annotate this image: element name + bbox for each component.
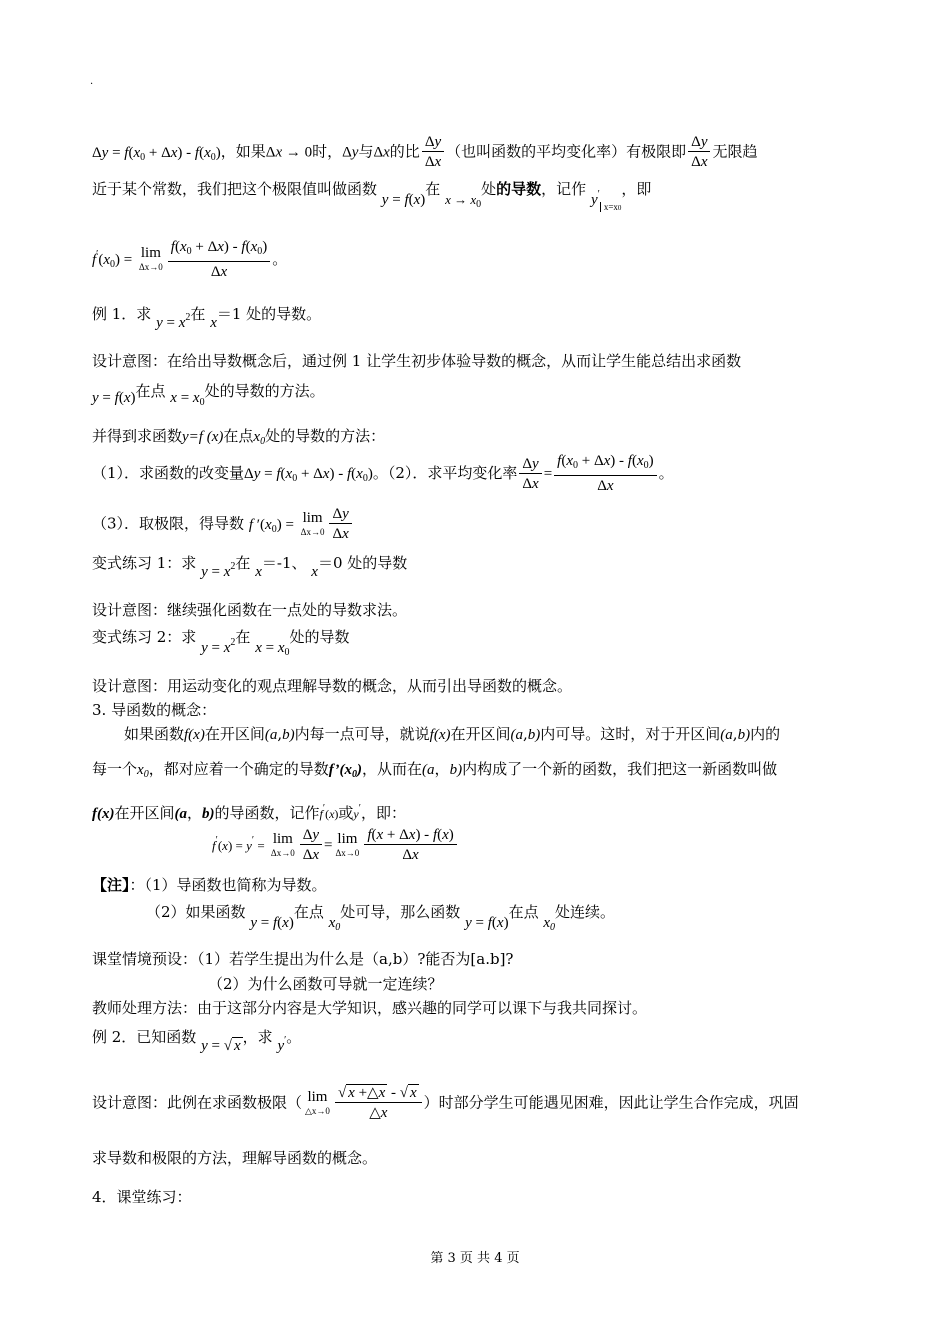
text: 变式练习 2：求 (92, 628, 197, 646)
text: 时， (312, 142, 343, 161)
text: 在开区间 (450, 725, 511, 743)
text: y=f (x) (182, 429, 224, 445)
text: 或 (338, 804, 354, 822)
example-2 (92, 1026, 860, 1057)
formula-x-to-x0: $x \to x_0$ (445, 192, 482, 210)
text: 在 (190, 305, 206, 323)
note-1 (92, 874, 860, 896)
text: 处的导数的方法： (265, 427, 386, 445)
design-intent-2: 设计意图：继续强化函数在一点处的导数求法。 (92, 601, 408, 619)
bold-term-derivative: 的导数 (496, 180, 542, 198)
derivative-function-formula (212, 826, 860, 865)
text: 在点 (223, 427, 254, 445)
formula-y-fx: y = f(x) (250, 915, 294, 931)
text: ＝-1、 (261, 554, 307, 572)
formula: b) (527, 727, 541, 743)
text: （3）．取极限，得导数 (92, 514, 245, 533)
limit: lim Δx→0 (335, 830, 360, 858)
var-x: x (210, 315, 217, 331)
formula: (a (720, 727, 733, 743)
formula: = (324, 837, 333, 854)
classroom-preset-1: 课堂情境预设：（1）若学生提出为什么是（a,b）?能否为[a.b]? (92, 950, 514, 968)
design-intent-1-line-2 (92, 380, 860, 414)
definition-line-2 (92, 178, 860, 219)
text: 每一个 (92, 760, 138, 778)
text: 处连续。 (555, 903, 616, 921)
var-x: x (311, 564, 318, 580)
variant-exercise-1 (92, 552, 860, 583)
text: 。 (658, 464, 674, 482)
text: 在 (235, 628, 251, 646)
text: 内的 (750, 725, 781, 743)
limit: lim Δx→0 (139, 245, 163, 272)
text: 在 (425, 180, 441, 198)
limit: lim △x→0 (305, 1088, 330, 1116)
formula-y-x2: $y = x^2$ (201, 561, 236, 580)
formula-dy: Δy (342, 144, 359, 161)
method-steps-1-2 (92, 452, 860, 496)
fraction-sqrt-difference: $\frac{√ x +\triangle x - √ x}{\triangle x}$ (335, 1084, 422, 1123)
var-x0: $x_0$ (328, 915, 341, 933)
formula: (a (174, 806, 188, 822)
formula: f(x) (184, 727, 205, 743)
text: ，从而在 (362, 760, 423, 778)
method-title (92, 425, 860, 453)
formula: (a (510, 727, 523, 743)
text: 近于某个常数，我们把这个极限值叫做函数 (92, 180, 378, 198)
fraction-dy-dx: $\frac{\Delta y}{\Delta x}$ (300, 826, 322, 865)
section-3-line-2: 每一个$x_0$，都对应着一个确定的导数$f’(x_0)$，从而在(a，b)内构成了一个新的函数，我们把这一新函数叫做 (92, 760, 778, 780)
formula-delta-y: $\Delta y = f(x_0 + \Delta x) - f(x_0)$ (244, 466, 373, 484)
text: 并得到求函数 (92, 427, 183, 445)
formula-y-fx: y = f(x) (465, 915, 509, 931)
formula: $f’(x_0)$ (328, 762, 363, 780)
limit: lim Δx→0 (300, 509, 325, 537)
formula-x-eq-x0: $x = x_0$ (170, 390, 205, 408)
derivative-definition-formula (92, 238, 860, 282)
formula-delta-y: $\Delta y = f(x_0 + \Delta x) - f(x_0)$ (92, 144, 221, 163)
text: 。 (286, 1028, 302, 1046)
text: 处 (481, 180, 497, 198)
fraction-difference-quotient: $\frac{f(x_0 + \Delta x) - f(x_0)}{\Delta x}$ (554, 452, 656, 496)
text: （2）．求平均变化率 (387, 464, 518, 482)
formula: $x_0$ (137, 762, 149, 780)
text: 处的导数的方法。 (204, 382, 325, 400)
classroom-preset-2: （2）为什么函数可导就一定连续？ (208, 975, 443, 993)
formula-dx: Δx (373, 144, 390, 161)
formula-dx-to-0: Δx → 0 (265, 144, 313, 161)
fraction-dy-dx: $\frac{\Delta y}{\Delta x}$ (422, 133, 444, 172)
text: 处的导数 (289, 628, 350, 646)
formula: f(x) (92, 806, 115, 822)
text: （也叫函数的平均变化率）有极限即 (446, 142, 687, 161)
formula-y-fx: y = f(x) (92, 390, 136, 406)
text: 如果函数 (124, 725, 185, 743)
formula: (a (264, 727, 278, 743)
note-label: 【注】 (92, 876, 130, 894)
text: 在点 (135, 382, 166, 400)
formula: f(x) (429, 727, 451, 743)
text: ：（1）导函数也简称为导数。 (129, 876, 327, 894)
text: 无限趋 (712, 142, 758, 161)
text: 在 (235, 554, 251, 572)
definition-line-1 (92, 133, 860, 172)
var-x0: $x_0$ (253, 429, 266, 447)
formula: f $'(x_0)$ = (248, 516, 298, 535)
design-intent-1: 设计意图：在给出导数概念后，通过例 1 让学生初步体验导数的概念，从而让学生能总结出求函数 (92, 352, 742, 370)
header-dot: . (90, 76, 94, 87)
text: 在点 (293, 903, 324, 921)
fraction-difference-quotient: $\frac{f(x_0 + \Delta x) - f(x_0)}{\Delta x}$ (168, 238, 270, 282)
text: ，求 (242, 1028, 273, 1046)
variant-exercise-2 (92, 626, 860, 664)
formula-y-prime-at-x0: $y'_{x=x0}$ (590, 189, 622, 212)
formula: f′(x) (319, 803, 339, 821)
formula: b) (202, 806, 215, 822)
design-intent-3: 设计意图：用运动变化的观点理解导数的概念，从而引出导函数的概念。 (92, 677, 573, 695)
var-x: x (255, 564, 262, 580)
text: 处可导，那么函数 (340, 903, 461, 921)
formula-y-fx: y = f(x) (381, 192, 426, 208)
text: 设计意图：此例在求函数极限（ (92, 1093, 303, 1112)
method-step-3 (92, 505, 860, 544)
formula: b) (737, 727, 751, 743)
limit: lim Δx→0 (270, 830, 295, 858)
text: 变式练习 1：求 (92, 554, 197, 572)
formula: b) (282, 727, 295, 743)
design-intent-4-line-2: 求导数和极限的方法，理解导函数的概念。 (92, 1149, 378, 1167)
section-3-title: 3. 导函数的概念： (92, 701, 217, 719)
formula-y-x2: $y = x^2$ (156, 312, 191, 331)
formula: (a (422, 762, 435, 778)
formula: $f'(x_0)$ = (92, 249, 136, 270)
text: 的导函数，记作 (214, 804, 320, 822)
text: ＝0 处的导数 (317, 554, 408, 572)
text: 。 (372, 464, 388, 482)
text: 例 2．已知函数 (92, 1028, 197, 1046)
text: （1）．求函数的改变量 (92, 464, 245, 482)
text: ，即： (360, 804, 406, 822)
formula: b) (449, 762, 463, 778)
text: ，记作 (541, 180, 587, 198)
text: 在开区间 (114, 804, 175, 822)
page-footer: 第 3 页 共 4 页 (430, 1251, 520, 1266)
teacher-approach: 教师处理方法：由于这部分内容是大学知识，感兴趣的同学可以课下与我共同探讨。 (92, 999, 648, 1017)
formula: = (543, 466, 553, 482)
text: 在开区间 (204, 725, 265, 743)
text: x (253, 429, 261, 445)
formula-x-eq-x0: $x = x_0$ (255, 640, 290, 658)
fraction-dy-dx-2: $\frac{\Delta y}{\Delta x}$ (688, 133, 710, 172)
text: 内每一点可导，就说 (294, 725, 430, 743)
text: 与 (358, 142, 374, 161)
text: ）时部分学生可能遇见困难，因此让学生合作完成，巩固 (423, 1093, 799, 1112)
formula-y-x2: $y = x^2$ (201, 637, 236, 656)
formula: f′(x) = y′ = (212, 834, 268, 853)
text: ，都对应着一个确定的导数 (148, 760, 329, 778)
section-3-line-3: f(x)在开区间(a，b)的导函数，记作f′(x)或y′，即： (92, 803, 406, 822)
text: ，如果 (220, 142, 266, 161)
text: ＝1 处的导数。 (216, 305, 322, 323)
text: （2）如果函数 (146, 903, 246, 921)
text: 内可导。这时，对于开区间 (540, 725, 721, 743)
fraction-difference-quotient: $\frac{f(x + \Delta x) - f(x)}{\Delta x}$ (364, 826, 456, 865)
formula-y-prime: y′ (277, 1035, 287, 1054)
note-2 (146, 901, 860, 939)
design-intent-4 (92, 1084, 860, 1123)
formula-y-sqrt-x: y = √ x (201, 1038, 241, 1054)
var-x0: $x_0$ (543, 915, 556, 933)
fraction-dy-dx: $\frac{\Delta y}{\Delta x}$ (519, 455, 541, 494)
example-1 (92, 303, 860, 334)
formula: y′ (353, 803, 361, 821)
text: 内构成了一个新的函数，我们把这一新函数叫做 (462, 760, 778, 778)
section-4-title: 4．课堂练习： (92, 1188, 192, 1206)
text: 。 (272, 250, 288, 268)
section-3-line-1: 如果函数f(x)在开区间(a,b)内每一点可导，就说f(x)在开区间(a,b)内可导。这时，对于开区间(a,b)内的 (124, 725, 781, 743)
fraction-dy-dx: $\frac{\Delta y}{\Delta x}$ (329, 505, 351, 544)
text: 的比 (389, 142, 420, 161)
text: 例 1．求 (92, 305, 152, 323)
text: ，即 (621, 180, 652, 198)
text: 在点 (508, 903, 539, 921)
